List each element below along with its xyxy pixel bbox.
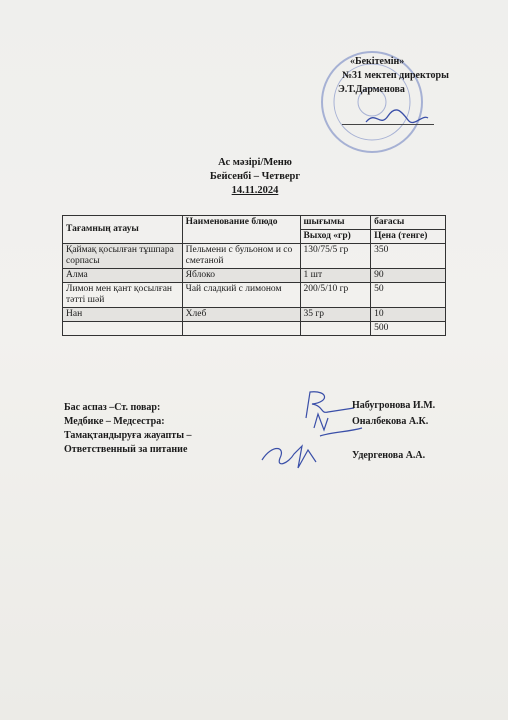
approval-position: №31 мектеп директоры xyxy=(342,70,449,81)
total-empty-cell xyxy=(63,322,183,336)
dish-ru: Чай сладкий с лимоном xyxy=(182,283,300,308)
dish-price: 90 xyxy=(371,269,446,283)
dish-price: 10 xyxy=(371,308,446,322)
menu-day: Бейсенбі – Четверг xyxy=(209,171,301,182)
table-row xyxy=(63,283,446,308)
total-price: 500 xyxy=(371,322,446,336)
role-chef: Бас аспаз –Ст. повар: xyxy=(64,402,161,413)
header-weight-kz: шығымы xyxy=(300,216,371,230)
total-empty-cell xyxy=(300,322,371,336)
dish-ru: Пельмени с бульоном и со сметаной xyxy=(182,244,300,269)
dish-ru: Хлеб xyxy=(182,308,300,322)
dish-kz: Алма xyxy=(63,269,183,283)
menu-title: Ас мәзірі/Меню xyxy=(218,157,292,168)
name-nurse: Оналбекова А.К. xyxy=(352,416,429,427)
dish-price: 350 xyxy=(371,244,446,269)
total-empty-cell xyxy=(182,322,300,336)
dish-weight: 1 шт xyxy=(300,269,371,283)
header-dish-ru: Наименование блюдо xyxy=(182,216,300,244)
director-signature xyxy=(362,106,432,130)
menu-table xyxy=(62,215,446,336)
dish-weight: 35 гр xyxy=(300,308,371,322)
dish-weight: 200/5/10 гр xyxy=(300,283,371,308)
menu-date: 14.11.2024 xyxy=(231,185,279,196)
approval-block xyxy=(338,55,503,97)
signature-names xyxy=(352,398,436,461)
header-dish-kz: Тағамның атауы xyxy=(63,216,183,244)
approval-director-name: Э.Т.Дарменова xyxy=(338,84,405,95)
name-chef: Набугронова И.М. xyxy=(352,400,436,411)
header-price-kz: бағасы xyxy=(371,216,446,230)
role-responsible-ru: Ответственный за питание xyxy=(64,444,188,455)
role-nurse: Медбике – Медсестра: xyxy=(64,416,165,427)
dish-kz: Лимон мен қант қосылған тәтті шәй xyxy=(63,283,183,308)
dish-price: 50 xyxy=(371,283,446,308)
header-weight-ru: Выход «гр) xyxy=(300,230,371,244)
name-responsible: Удергенова А.А. xyxy=(352,450,426,461)
dish-kz: Нан xyxy=(63,308,183,322)
dish-kz: Қаймақ қосылған тұшпара сорпасы xyxy=(63,244,183,269)
header-price-ru: Цена (тенге) xyxy=(371,230,446,244)
dish-ru: Яблоко xyxy=(182,269,300,283)
dish-weight: 130/75/5 гр xyxy=(300,244,371,269)
menu-heading xyxy=(180,156,330,198)
signature-roles xyxy=(64,401,192,457)
table-total-row xyxy=(63,322,446,336)
approval-title: «Бекітемін» xyxy=(350,56,405,67)
table-row xyxy=(63,244,446,269)
table-header-row xyxy=(63,216,446,230)
table-row xyxy=(63,269,446,283)
role-responsible-kz: Тамақтандыруға жауапты – xyxy=(64,430,192,441)
table-row xyxy=(63,308,446,322)
